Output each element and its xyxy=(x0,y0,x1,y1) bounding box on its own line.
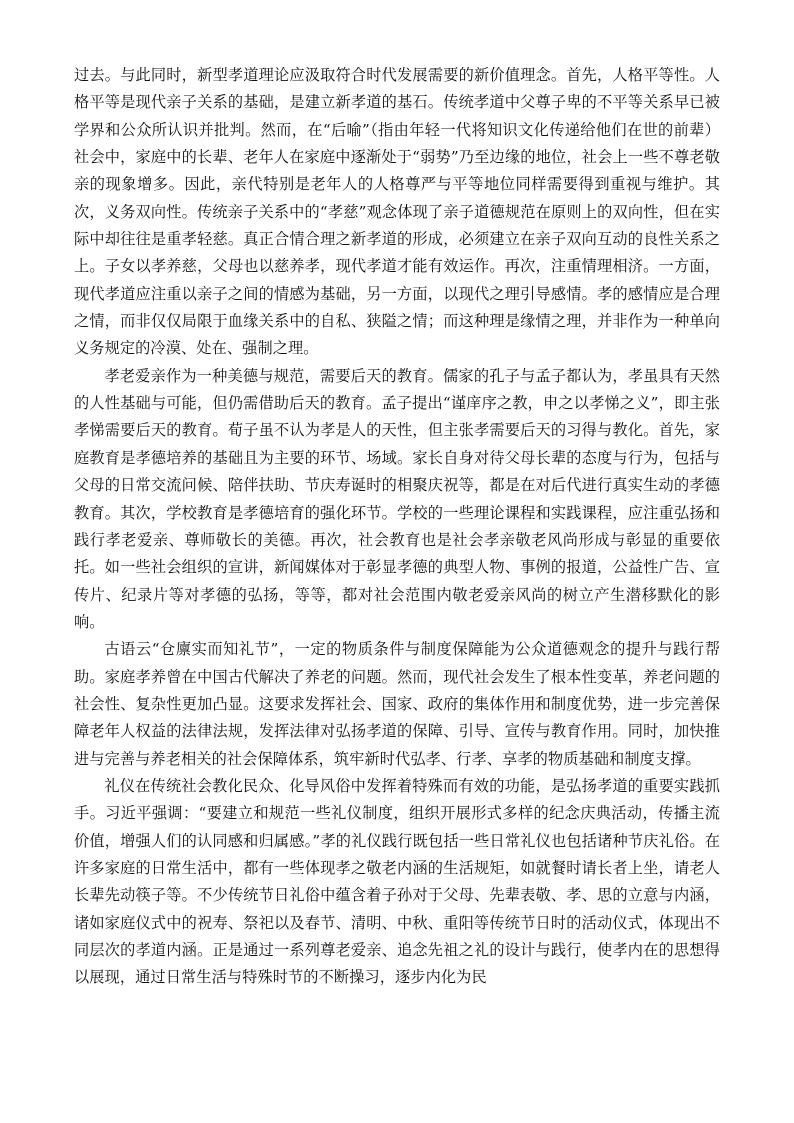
paragraph-4: 礼仪在传统社会教化民众、化导风俗中发挥着特殊而有效的功能，是弘扬孝道的重要实践抓手。习近平强调：“要建立和规范一些礼仪制度，组织开展形式多样的纪念庆典活动，传播主流价值，增强人们的认同感和归属感。”孝的礼仪践行既包括一些日常礼仪也包括诸种节庆礼俗。在许多家庭的日常生活中，都有一些体现孝之敬老内涵的生活规矩，如就餐时请长者上坐，请老人长辈先动筷子等。不少传统节日礼俗中蕴含着子孙对于父母、先辈表敬、孝、思的立意与内涵，诸如家庭仪式中的祝寿、祭祀以及春节、清明、中秋、重阳等传统节日时的活动仪式，体现出不同层次的孝道内涵。正是通过一系列尊老爱亲、追念先祖之礼的设计与践行，使孝内在的思想得以展现，通过日常生活与特殊时节的不断操习，逐步内化为民 xyxy=(74,776,720,987)
document-body xyxy=(74,62,720,992)
paragraph-1: 过去。与此同时，新型孝道理论应汲取符合时代发展需要的新价值理念。首先，人格平等性。人格平等是现代亲子关系的基础，是建立新孝道的基石。传统孝道中父尊子卑的不平等关系早已被学界和公众所认识并批判。然而，在“后喻”（指由年轻一代将知识文化传递给他们在世的前辈）社会中，家庭中的长辈、老年人在家庭中逐渐处于“弱势”乃至边缘的地位，社会上一些不尊老敬亲的现象增多。因此，亲代特别是老年人的人格尊严与平等地位同样需要得到重视与维护。其次，义务双向性。传统亲子关系中的“孝慈”观念体现了亲子道德规范在原则上的双向性，但在实际中却往往是重孝轻慈。真正合情合理之新孝道的形成，必须建立在亲子双向互动的良性关系之上。子女以孝养慈，父母也以慈养孝，现代孝道才能有效运作。再次，注重情理相济。一方面，现代孝道应注重以亲子之间的情感为基础，另一方面，以现代之理引导感情。孝的感情应是合理之情，而非仅仅局限于血缘关系中的自私、狭隘之情；而这种理是缘情之理，并非作为一种单向义务规定的冷漠、处在、强制之理。 xyxy=(74,66,720,358)
paragraph-2: 孝老爱亲作为一种美德与规范，需要后天的教育。儒家的孔子与孟子都认为，孝虽具有天然的人性基础与可能，但仍需借助后天的教育。孟子提出“谨庠序之教，申之以孝悌之义”，即主张孝悌需要后天的教育。荀子虽不认为孝是人的天性，但主张孝需要后天的习得与教化。首先，家庭教育是孝德培养的基础且为主要的环节、场域。家长自身对待父母长辈的态度与行为，包括与父母的日常交流问候、陪伴扶助、节庆寿诞时的相聚庆祝等，都是在对后代进行真实生动的孝德教育。其次，学校教育是孝德培育的强化环节。学校的一些理论课程和实践课程，应注重弘扬和践行孝老爱亲、尊师敬长的美德。再次，社会教育也是社会孝亲敬老风尚形成与彰显的重要依托。如一些社会组织的宣讲，新闻媒体对于彰显孝德的典型人物、事例的报道，公益性广告、宣传片、纪录片等对孝德的弘扬，等等，都对社会范围内敬老爱亲风尚的树立产生潜移默化的影响。 xyxy=(74,366,720,631)
paragraph-3: 古语云“仓廪实而知礼节”，一定的物质条件与制度保障能为公众道德观念的提升与践行帮助。家庭孝养曾在中国古代解决了养老的问题。然而，现代社会发生了根本性变革，养老问题的社会性、复杂性更加凸显。这要求发挥社会、国家、政府的集体作用和制度优势，进一步完善保障老年人权益的法律法规，发挥法律对弘扬孝道的保障、引导、宣传与教育作用。同时，加快推进与完善与养老相关的社会保障体系，筑牢新时代弘孝、行孝、享孝的物质基础和制度支撑。 xyxy=(74,640,720,768)
